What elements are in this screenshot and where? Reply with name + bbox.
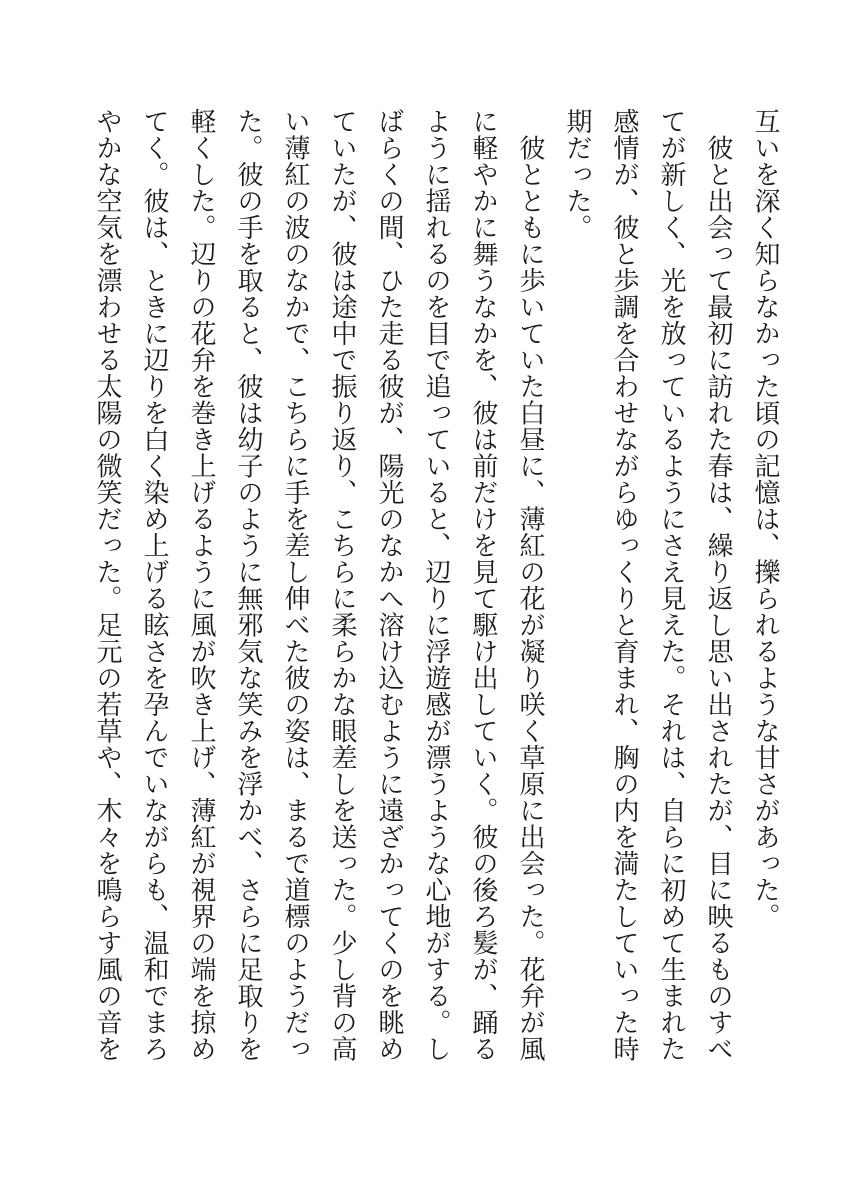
text-column: 彼とともに歩いていた白昼に、薄紅の花が凝り咲く草原に出会った。花弁が風: [515, 108, 545, 1062]
text-column: 彼と出会って最初に訪れた春は、繰り返し思い出されたが、目に映るものすべ: [703, 108, 733, 1062]
text-column: ばらくの間、ひた走る彼が、陽光のなかへ溶け込むように遠ざかってくのを眺め: [374, 108, 404, 1062]
text-column: い薄紅の波のなかで、こちらに手を差し伸べた彼の姿は、まるで道標のようだっ: [280, 108, 310, 1062]
text-column: 互いを深く知らなかった頃の記憶は、擽られるような甘さがあった。: [750, 108, 780, 930]
text-column: やかな空気を漂わせる太陽の微笑だった。足元の若草や、木々を鳴らす風の音を: [92, 108, 122, 1062]
text-column: た。彼の手を取ると、彼は幼子のように無邪気な笑みを浮かべ、さらに足取りを: [233, 108, 263, 1062]
text-column: ように揺れるのを目で追っていると、辺りに浮遊感が漂うような心地がする。し: [421, 108, 451, 1062]
text-column: ていたが、彼は途中で振り返り、こちらに柔らかな眼差しを送った。少し背の高: [327, 108, 357, 1062]
text-column: てが新しく、光を放っているようにさえ見えた。それは、自らに初めて生まれた: [656, 108, 686, 1062]
text-column: 感情が、彼と歩調を合わせながらゆっくりと育まれ、胸の内を満たしていった時: [609, 108, 639, 1062]
text-column: に軽やかに舞うなかを、彼は前だけを見て駆け出していく。彼の後ろ髪が、踊る: [468, 108, 498, 1062]
text-column: てく。彼は、ときに辺りを白く染め上げる眩さを孕んでいながらも、温和でまろ: [139, 108, 169, 1062]
text-column: 期だった。: [562, 108, 592, 241]
text-column: 軽くした。辺りの花弁を巻き上げるように風が吹き上げ、薄紅が視界の端を掠め: [186, 108, 216, 1062]
vertical-text-body: [83, 108, 788, 1108]
